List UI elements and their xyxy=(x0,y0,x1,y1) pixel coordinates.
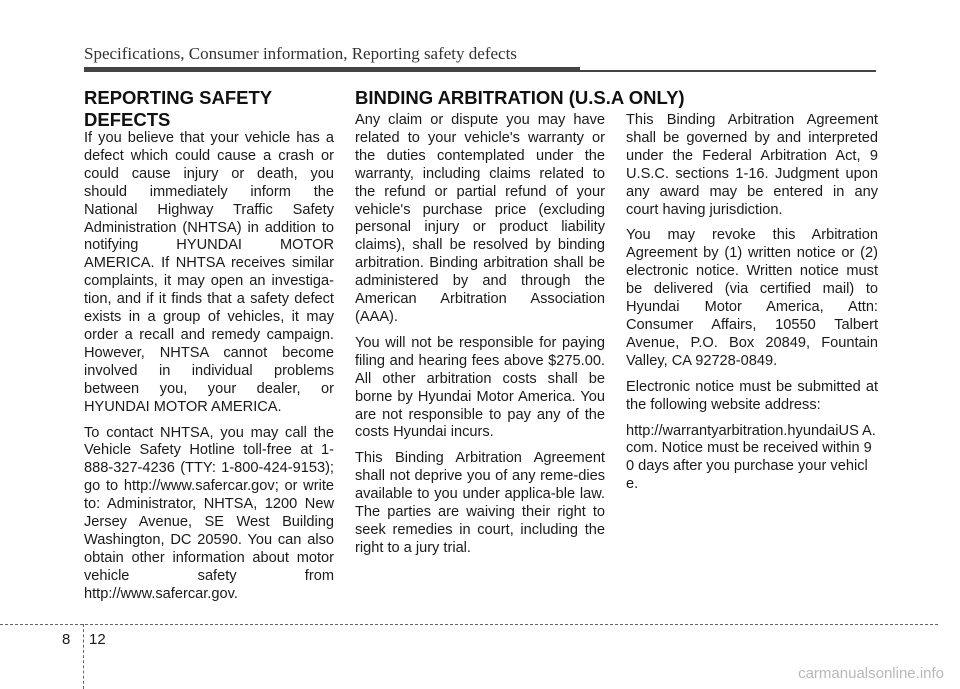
reporting-safety-defects-body xyxy=(84,130,334,612)
page-header-title: Specifications, Consumer information, Reporting safety defects xyxy=(84,44,517,63)
watermark: carmanualsonline.info xyxy=(798,665,944,682)
paragraph: http://warrantyarbitration.hyundaiUS A. com. Notice must be received within 90 days after you purchase your vehicle. xyxy=(626,422,876,493)
paragraph: To contact NHTSA, you may call the Vehicle Safety Hotline toll-free at 1-888-327-4236 (TTY: 1-800-424-9153); go to http://www.safercar.gov; or write to: Administrator, NHTSA, 1200 New Jersey Avenue, SE West Building Washington, DC 20590. You can also obtain other information about motor vehicle safety from http://www.safercar.gov. xyxy=(84,424,334,602)
binding-arbitration-heading: BINDING ARBITRATION (U.S.A ONLY) xyxy=(355,87,685,108)
binding-arbitration-body-col2 xyxy=(626,112,878,502)
paragraph: Any claim or dispute you may have related to your vehicle's warranty or the duties contemplated under the warranty, including claims related to the refund or partial refund of your vehicle's purchase price (excluding personal injury or product liability claims), shall be resolved by binding arbitration. Binding arbitration shall be administered by and through the American Arbitration Association (AAA). xyxy=(355,112,605,325)
header-rule-thin xyxy=(84,70,876,72)
footer-divider xyxy=(0,624,938,625)
page-number: 12 xyxy=(89,631,106,648)
paragraph: You may revoke this Arbitration Agreement by (1) written notice or (2) electronic notice. Written notice must be delivered (via certified mail) to Hyundai Motor America, Attn: Consumer Affairs, 10550 Talbert Avenue, P.O. Box 20849, Fountain Valley, CA 92728-0849. xyxy=(626,227,878,369)
footer-vertical-divider xyxy=(83,624,84,689)
paragraph: You will not be responsible for paying filing and hearing fees above $275.00. All other arbitration costs shall be borne by Hyundai Motor America. You are not responsible to pay any of the costs Hyundai incurs. xyxy=(355,334,605,441)
paragraph: Electronic notice must be submitted at the following website address: xyxy=(626,378,878,413)
paragraph: This Binding Arbitration Agreement shall not deprive you of any reme-dies available to you under applica-ble law. The parties are waiving their right to seek remedies in court, including the right to a jury trial. xyxy=(355,450,605,556)
reporting-safety-defects-heading: REPORTING SAFETY DEFECTS xyxy=(84,87,272,130)
binding-arbitration-body-col1 xyxy=(355,112,605,566)
page-section-number: 8 xyxy=(62,631,71,648)
paragraph: If you believe that your vehicle has a defect which could cause a crash or could cause injury or death, you should immediately inform the National Highway Traffic Safety Administration (NHTSA) in addition to notifying HYUNDAI MOTOR AMERICA. If NHTSA receives similar complaints, it may open an investiga-tion, and if it finds that a safety defect exists in a group of vehicles, it may order a recall and remedy campaign. However, NHTSA cannot become involved in individual problems between you, your dealer, or HYUNDAI MOTOR AMERICA. xyxy=(84,130,334,415)
paragraph: This Binding Arbitration Agreement shall be governed by and interpreted under the Federal Arbitration Act, 9 U.S.C. sections 1-16. Judgment upon any award may be entered in any court having jurisdiction. xyxy=(626,112,878,218)
